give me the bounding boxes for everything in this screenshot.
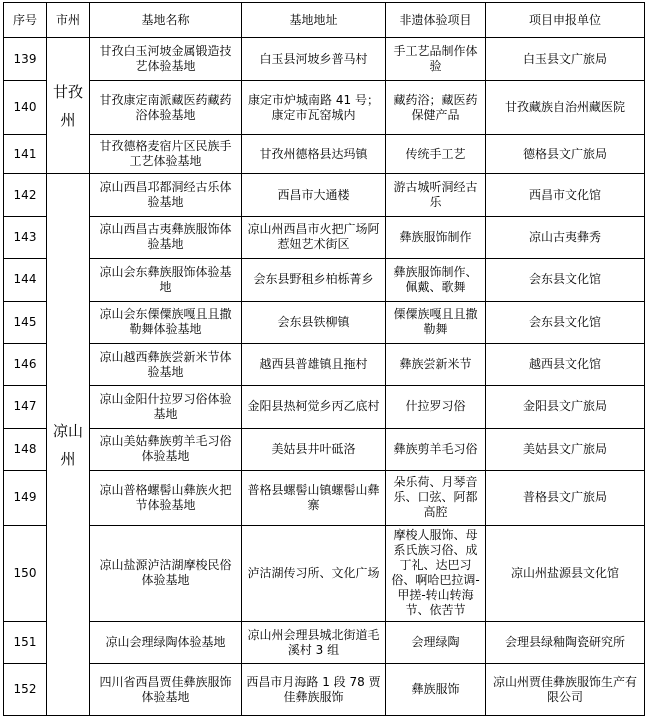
row-number: 149 bbox=[4, 471, 47, 526]
heritage-project: 手工艺品制作体验 bbox=[386, 38, 486, 81]
heritage-project: 彝族服饰 bbox=[386, 664, 486, 716]
base-address: 甘孜州德格县达玛镇 bbox=[242, 135, 386, 174]
heritage-project: 摩梭人服饰、母系氏族习俗、成丁礼、达巴习俗、啊哈巴拉调-甲搓-转山转海节、依苦节 bbox=[386, 525, 486, 621]
table-row bbox=[4, 135, 645, 174]
base-address: 凉山州会理县城北街道毛溪村 3 组 bbox=[242, 621, 386, 663]
heritage-project: 传统手工艺 bbox=[386, 135, 486, 174]
base-name: 凉山西昌邛都洞经古乐体验基地 bbox=[90, 174, 242, 216]
base-name: 凉山会东傈僳族嘎且且撒勒舞体验基地 bbox=[90, 301, 242, 343]
table-row bbox=[4, 301, 645, 343]
row-number: 143 bbox=[4, 216, 47, 258]
base-address: 西昌市月海路 1 段 78 贾佳彝族服饰 bbox=[242, 664, 386, 716]
table-row bbox=[4, 664, 645, 716]
table-row bbox=[4, 621, 645, 663]
row-number: 142 bbox=[4, 174, 47, 216]
applicant-unit: 会东县文化馆 bbox=[486, 259, 645, 301]
base-name: 凉山普格螺髻山彝族火把节体验基地 bbox=[90, 471, 242, 526]
heritage-project: 傈僳族嘎且且撒勒舞 bbox=[386, 301, 486, 343]
applicant-unit: 会东县文化馆 bbox=[486, 301, 645, 343]
table-row bbox=[4, 259, 645, 301]
base-address: 普格县螺髻山镇螺髻山彝寨 bbox=[242, 471, 386, 526]
header-no: 序号 bbox=[4, 3, 47, 38]
heritage-project: 彝族服饰制作 bbox=[386, 216, 486, 258]
base-address: 白玉县河坡乡普马村 bbox=[242, 38, 386, 81]
base-address: 金阳县热柯觉乡丙乙底村 bbox=[242, 386, 386, 428]
base-name: 四川省西昌贾佳彝族服饰体验基地 bbox=[90, 664, 242, 716]
prefecture-liangshan: 凉山州 bbox=[47, 174, 90, 716]
applicant-unit: 德格县文广旅局 bbox=[486, 135, 645, 174]
base-address: 凉山州西昌市火把广场阿惹妞艺术街区 bbox=[242, 216, 386, 258]
base-name: 甘孜德格麦宿片区民族手工艺体验基地 bbox=[90, 135, 242, 174]
header-unit: 项目申报单位 bbox=[486, 3, 645, 38]
table-row bbox=[4, 174, 645, 216]
base-name: 凉山金阳什拉罗习俗体验基地 bbox=[90, 386, 242, 428]
base-name: 凉山会理绿陶体验基地 bbox=[90, 621, 242, 663]
table-row bbox=[4, 343, 645, 385]
base-name: 凉山越西彝族尝新米节体验基地 bbox=[90, 343, 242, 385]
heritage-base-table bbox=[3, 2, 645, 716]
row-number: 150 bbox=[4, 525, 47, 621]
table-row bbox=[4, 428, 645, 470]
base-address: 康定市炉城南路 41 号；康定市瓦窑城内 bbox=[242, 81, 386, 135]
heritage-project: 彝族尝新米节 bbox=[386, 343, 486, 385]
applicant-unit: 金阳县文广旅局 bbox=[486, 386, 645, 428]
heritage-project: 彝族剪羊毛习俗 bbox=[386, 428, 486, 470]
base-name: 甘孜康定南派藏医药藏药浴体验基地 bbox=[90, 81, 242, 135]
base-address: 美姑县井叶砥洛 bbox=[242, 428, 386, 470]
row-number: 145 bbox=[4, 301, 47, 343]
row-number: 148 bbox=[4, 428, 47, 470]
row-number: 147 bbox=[4, 386, 47, 428]
table-row bbox=[4, 81, 645, 135]
base-name: 凉山美姑彝族剪羊毛习俗体验基地 bbox=[90, 428, 242, 470]
applicant-unit: 普格县文广旅局 bbox=[486, 471, 645, 526]
table-row bbox=[4, 216, 645, 258]
table-row bbox=[4, 471, 645, 526]
applicant-unit: 越西县文化馆 bbox=[486, 343, 645, 385]
header-project: 非遗体验项目 bbox=[386, 3, 486, 38]
base-address: 西昌市大通楼 bbox=[242, 174, 386, 216]
applicant-unit: 美姑县文广旅局 bbox=[486, 428, 645, 470]
base-address: 会东县野租乡柏栎菁乡 bbox=[242, 259, 386, 301]
row-number: 152 bbox=[4, 664, 47, 716]
base-address: 会东县铁柳镇 bbox=[242, 301, 386, 343]
heritage-project: 游古城听洞经古乐 bbox=[386, 174, 486, 216]
applicant-unit: 甘孜藏族自治州藏医院 bbox=[486, 81, 645, 135]
table-row bbox=[4, 525, 645, 621]
header-prefecture: 市州 bbox=[47, 3, 90, 38]
header-row bbox=[4, 3, 645, 38]
prefecture-ganzi: 甘孜州 bbox=[47, 38, 90, 174]
applicant-unit: 凉山州盐源县文化馆 bbox=[486, 525, 645, 621]
table-row bbox=[4, 38, 645, 81]
base-name: 甘孜白玉河坡金属锻造技艺体验基地 bbox=[90, 38, 242, 81]
applicant-unit: 凉山州贾佳彝族服饰生产有限公司 bbox=[486, 664, 645, 716]
base-name: 凉山盐源泸沽湖摩梭民俗体验基地 bbox=[90, 525, 242, 621]
header-address: 基地地址 bbox=[242, 3, 386, 38]
heritage-project: 彝族服饰制作、佩戴、歌舞 bbox=[386, 259, 486, 301]
row-number: 140 bbox=[4, 81, 47, 135]
table-row bbox=[4, 386, 645, 428]
base-name: 凉山西昌古夷彝族服饰体验基地 bbox=[90, 216, 242, 258]
row-number: 141 bbox=[4, 135, 47, 174]
applicant-unit: 白玉县文广旅局 bbox=[486, 38, 645, 81]
base-address: 泸沽湖传习所、文化广场 bbox=[242, 525, 386, 621]
applicant-unit: 西昌市文化馆 bbox=[486, 174, 645, 216]
row-number: 146 bbox=[4, 343, 47, 385]
heritage-project: 会理绿陶 bbox=[386, 621, 486, 663]
base-address: 越西县普雄镇且拖村 bbox=[242, 343, 386, 385]
applicant-unit: 凉山古夷彝秀 bbox=[486, 216, 645, 258]
heritage-project: 什拉罗习俗 bbox=[386, 386, 486, 428]
base-name: 凉山会东彝族服饰体验基地 bbox=[90, 259, 242, 301]
header-name: 基地名称 bbox=[90, 3, 242, 38]
heritage-project: 藏药浴；藏医药保健产品 bbox=[386, 81, 486, 135]
row-number: 151 bbox=[4, 621, 47, 663]
row-number: 144 bbox=[4, 259, 47, 301]
applicant-unit: 会理县绿釉陶瓷研究所 bbox=[486, 621, 645, 663]
heritage-project: 朵乐荷、月琴音乐、口弦、阿都高腔 bbox=[386, 471, 486, 526]
row-number: 139 bbox=[4, 38, 47, 81]
